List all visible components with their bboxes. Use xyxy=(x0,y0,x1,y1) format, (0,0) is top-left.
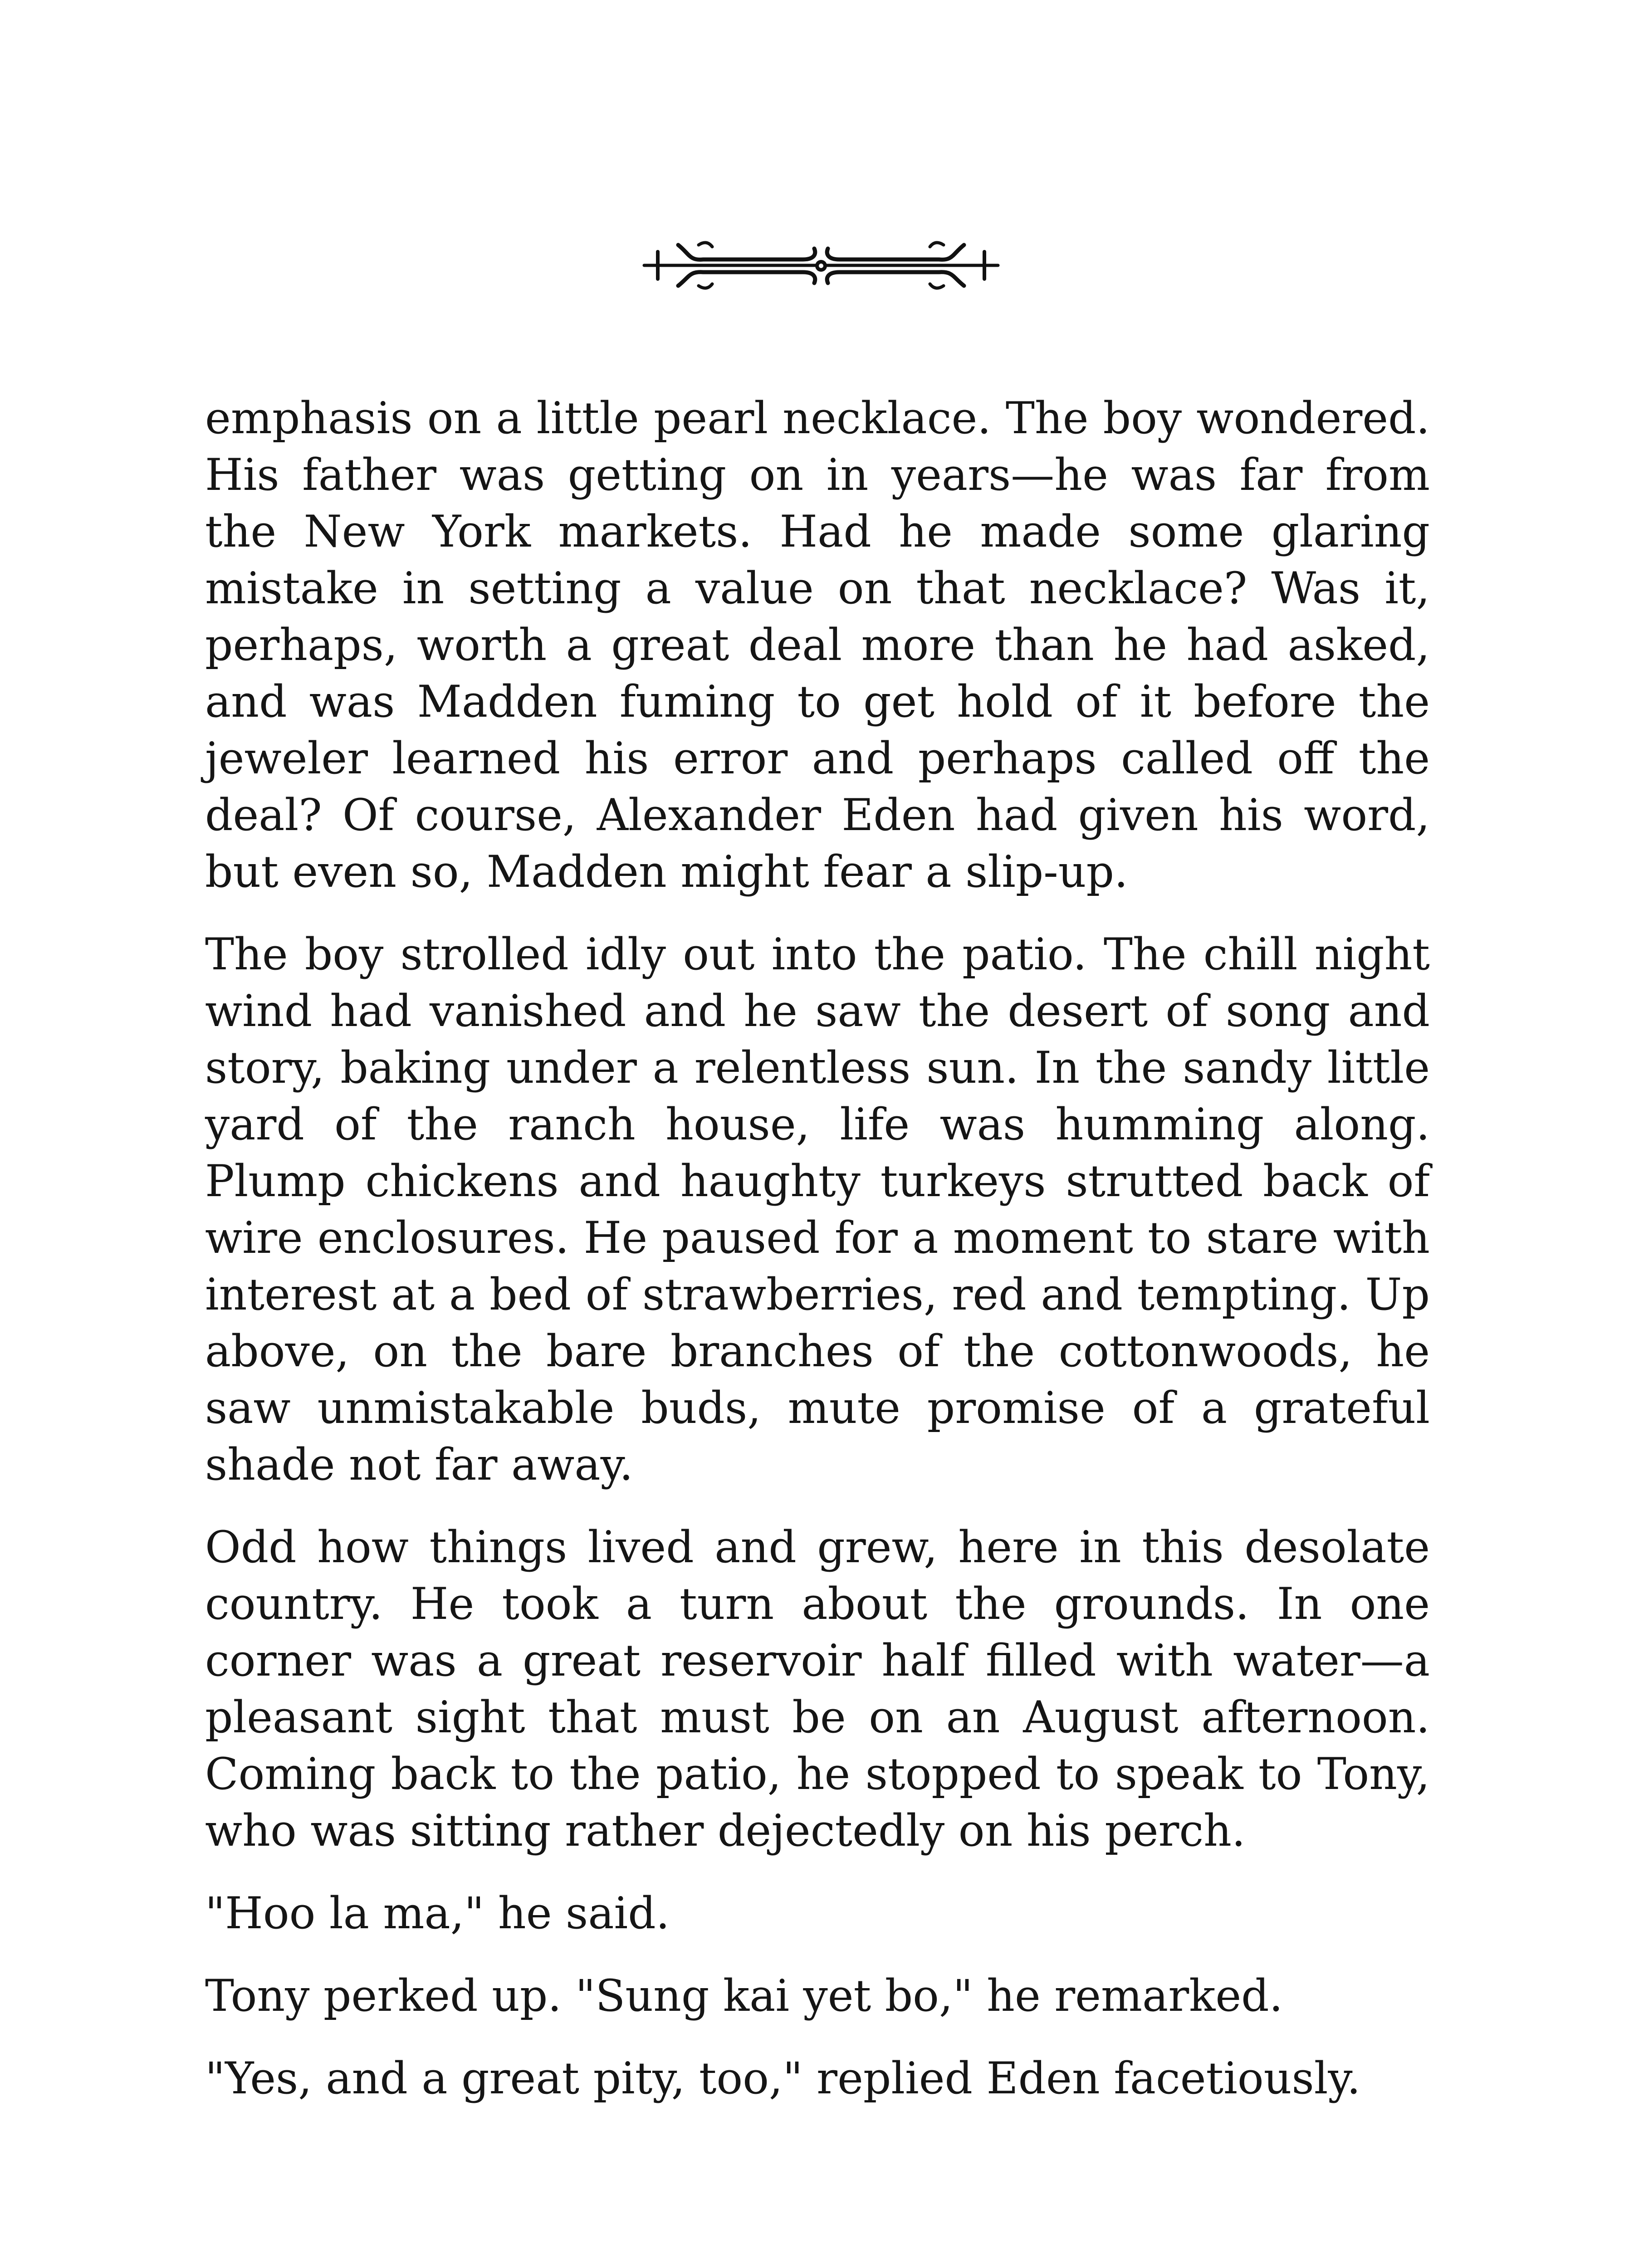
page-number xyxy=(0,2266,1634,2268)
paragraph: "Hoo la ma," he said. xyxy=(205,1888,670,1939)
paragraph: The boy strolled idly out into the patio. The chill night wind had vanished and he saw the desert of song and story, baking under a relentless sun. In the sandy little yard of the ranch house, life was humming along. Plump chickens and haughty turkeys strutted back of wire enclosures. He paused for a moment to stare with interest at a bed of strawberries, red and tempting. Up above, on the bare branches of the cottonwoods, he saw unmistakable buds, mute promise of a grateful shade not far away. xyxy=(205,929,1430,1490)
ornament-divider-icon xyxy=(635,227,1007,304)
body-text xyxy=(205,390,1430,2133)
paragraph: "Yes, and a great pity, too," replied Eden facetiously. xyxy=(205,2053,1361,2104)
paragraph: Odd how things lived and grew, here in this desolate country. He took a turn about the grounds. In one corner was a great reservoir half filled with water—a pleasant sight that must be on an August afternoon. Coming back to the patio, he stopped to speak to Tony, who was sitting rather dejectedly on his perch. xyxy=(205,1522,1430,1856)
paragraph: Tony perked up. "Sung kai yet bo," he remarked. xyxy=(205,1970,1283,2021)
paragraph: emphasis on a little pearl necklace. The boy wondered. His father was getting on in years—he was far from the New York markets. Had he made some glaring mistake in setting a value on that necklace? Was it, perhaps, worth a great deal more than he had asked, and was Madden fuming to get hold of it before the jeweler learned his error and perhaps called off the deal? Of course, Alexander Eden had given his word, but even so, Madden might fear a slip-up. xyxy=(205,393,1430,897)
